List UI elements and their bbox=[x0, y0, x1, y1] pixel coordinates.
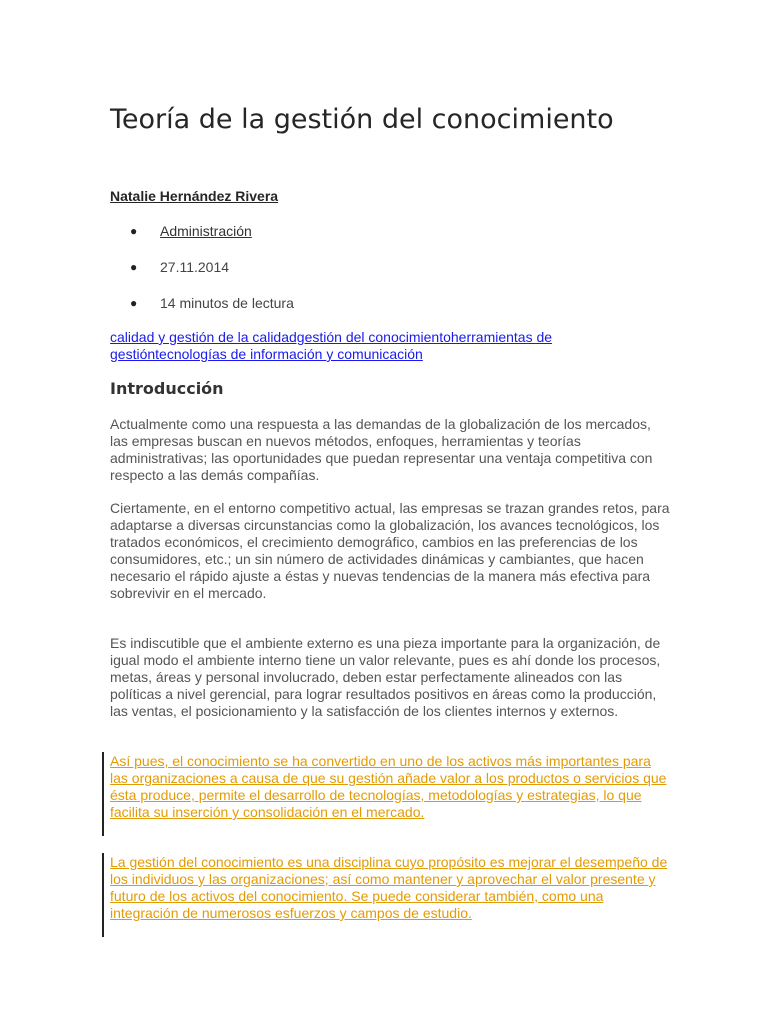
highlight-bar bbox=[102, 853, 104, 937]
bullet-icon: ● bbox=[130, 224, 138, 238]
tag-link-line-1[interactable]: calidad y gestión de la calidadgestión del conocimientoherramientas de bbox=[110, 329, 553, 345]
reading-time: 14 minutos de lectura bbox=[160, 295, 294, 311]
meta-item-category bbox=[110, 220, 510, 256]
bullet-icon: ● bbox=[130, 296, 138, 310]
meta-item-date bbox=[110, 256, 510, 292]
highlighted-paragraph[interactable]: La gestión del conocimiento es una disciplina cuyo propósito es mejorar el desempeño de los individuos y las organizaciones; así como mantener y aprovechar el valor presente y futuro de los activos del conocimiento. Se puede considerar también, como una integración de numerosos esfuerzos y campos de estudio. bbox=[110, 854, 668, 921]
bullet-icon: ● bbox=[130, 260, 138, 274]
category-link[interactable]: Administración bbox=[160, 223, 252, 239]
author-link[interactable]: Natalie Hernández Rivera bbox=[110, 188, 279, 204]
article-title: Teoría de la gestión del conocimiento bbox=[110, 104, 614, 135]
highlight-bar bbox=[102, 752, 104, 836]
tag-links bbox=[110, 329, 630, 363]
paragraph: Actualmente como una respuesta a las demandas de la globalización de los mercados, las empresas buscan en nuevos métodos, enfoques, herramientas y teorías administrativas; las oportunidades que puedan representar una ventaja competitiva con respecto a las demás compañías. bbox=[110, 416, 653, 483]
publish-date: 27.11.2014 bbox=[160, 259, 230, 275]
paragraph: Ciertamente, en el entorno competitivo actual, las empresas se trazan grandes retos, para adaptarse a diversas circunstancias como la globalización, los avances tecnológicos, los tratados económicos, el crecimiento demográfico, cambios en las preferencias de los consumidores, etc.; un sin número de actividades dinámicas y cambiantes, que hacen necesario el rápido ajuste a éstas y nuevas tendencias de la manera más efectiva para sobrevivir en el mercado. bbox=[110, 500, 670, 601]
article-meta-list bbox=[110, 220, 510, 328]
highlighted-paragraph[interactable]: Así pues, el conocimiento se ha convertido en uno de los activos más importantes para las organizaciones a causa de que su gestión añade valor a los productos o servicios que ésta produce, permite el desarrollo de tecnologías, metodologías y estrategias, lo que facilita su inserción y consolidación en el mercado. bbox=[110, 753, 667, 820]
section-heading: Introducción bbox=[110, 379, 224, 398]
tag-link-line-2[interactable]: gestióntecnologías de información y comunicación bbox=[110, 346, 423, 362]
paragraph: Es indiscutible que el ambiente externo es una pieza importante para la organización, de igual modo el ambiente interno tiene un valor relevante, pues es ahí donde los procesos, metas, áreas y personal involucrado, deben estar perfectamente alineados con las políticas a nivel gerencial, para lograr resultados positivos en áreas como la producción, las ventas, el posicionamiento y la satisfacción de los clientes internos y externos. bbox=[110, 635, 661, 719]
meta-item-reading-time bbox=[110, 292, 510, 328]
